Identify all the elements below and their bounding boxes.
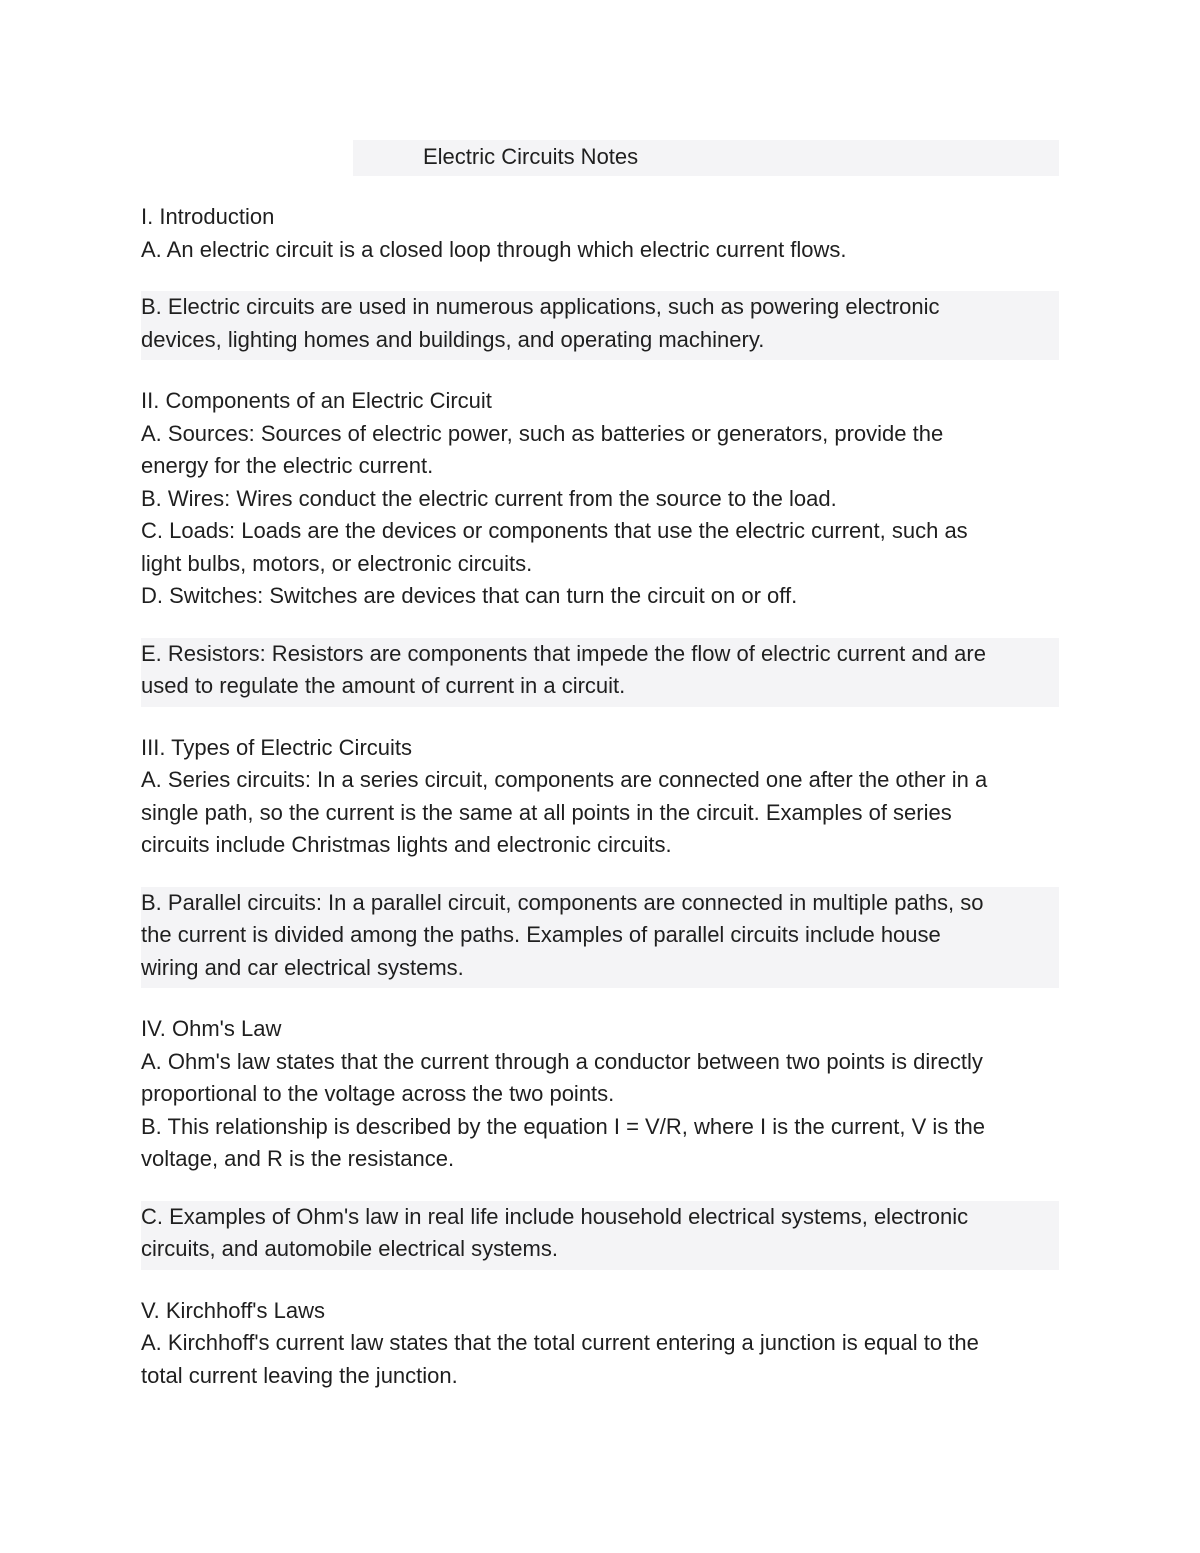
- section-heading: III. Types of Electric Circuits: [141, 734, 413, 760]
- section-heading: I. Introduction: [141, 204, 275, 229]
- paragraph-gap: [141, 360, 1059, 385]
- paragraph-line: A. An electric circuit is a closed loop through which electric current flows.: [141, 236, 847, 262]
- paragraph-line: the current is divided among the paths. Examples of parallel circuits include house: [141, 922, 941, 947]
- section-ohms-law: [141, 1013, 1059, 1176]
- highlighted-paragraph: [141, 1201, 1059, 1270]
- section-heading: V. Kirchhoff's Laws: [141, 1297, 325, 1323]
- section-types: [141, 732, 1059, 862]
- section-heading: IV. Ohm's Law: [141, 1016, 282, 1041]
- paragraph-line: E. Resistors: Resistors are components that impede the flow of electric current and are: [141, 640, 986, 666]
- paragraph-line: wiring and car electrical systems.: [141, 954, 464, 980]
- paragraph-gap: [141, 707, 1059, 732]
- paragraph-line: devices, lighting homes and buildings, and operating machinery.: [141, 326, 765, 352]
- paragraph-line: B. Wires: Wires conduct the electric current from the source to the load.: [141, 485, 837, 511]
- paragraph-line: light bulbs, motors, or electronic circuits.: [141, 550, 533, 576]
- paragraph-line: proportional to the voltage across the two points.: [141, 1081, 615, 1106]
- paragraph-gap: [141, 1270, 1059, 1295]
- paragraph-line: B. Parallel circuits: In a parallel circuit, components are connected in multiple paths, so: [141, 889, 984, 915]
- document-body: [141, 201, 1059, 1392]
- paragraph-line: D. Switches: Switches are devices that can turn the circuit on or off.: [141, 583, 798, 608]
- paragraph-line: A. Series circuits: In a series circuit, components are connected one after the other in a: [141, 767, 988, 792]
- paragraph-line: single path, so the current is the same at all points in the circuit. Examples of series: [141, 799, 952, 825]
- paragraph-line: voltage, and R is the resistance.: [141, 1146, 455, 1171]
- paragraph-gap: [141, 988, 1059, 1013]
- section-introduction: [141, 201, 1059, 266]
- paragraph-line: B. This relationship is described by the equation I = V/R, where I is the current, V is the: [141, 1113, 985, 1139]
- paragraph-line: energy for the electric current.: [141, 453, 434, 478]
- section-components: [141, 385, 1059, 613]
- highlighted-paragraph: [141, 291, 1059, 360]
- paragraph-line: C. Examples of Ohm's law in real life include household electrical systems, electronic: [141, 1203, 969, 1229]
- paragraph-line: total current leaving the junction.: [141, 1362, 458, 1388]
- page-title: Electric Circuits Notes: [423, 144, 639, 169]
- paragraph-line: used to regulate the amount of current in a circuit.: [141, 673, 626, 698]
- paragraph-line: A. Ohm's law states that the current through a conductor between two points is directly: [141, 1048, 983, 1074]
- highlighted-paragraph: [141, 638, 1059, 707]
- paragraph-line: A. Sources: Sources of electric power, such as batteries or generators, provide the: [141, 420, 944, 446]
- paragraph-line: A. Kirchhoff's current law states that the total current entering a junction is equal to the: [141, 1330, 979, 1355]
- paragraph-line: circuits include Christmas lights and electronic circuits.: [141, 832, 672, 857]
- paragraph-line: circuits, and automobile electrical systems.: [141, 1236, 558, 1261]
- section-heading: II. Components of an Electric Circuit: [141, 388, 492, 413]
- paragraph-line: C. Loads: Loads are the devices or components that use the electric current, such as: [141, 518, 968, 543]
- paragraph-line: B. Electric circuits are used in numerous applications, such as powering electronic: [141, 294, 940, 319]
- section-kirchhoffs-laws: [141, 1295, 1059, 1393]
- highlighted-paragraph: [141, 887, 1059, 989]
- title-bar: [353, 140, 1059, 176]
